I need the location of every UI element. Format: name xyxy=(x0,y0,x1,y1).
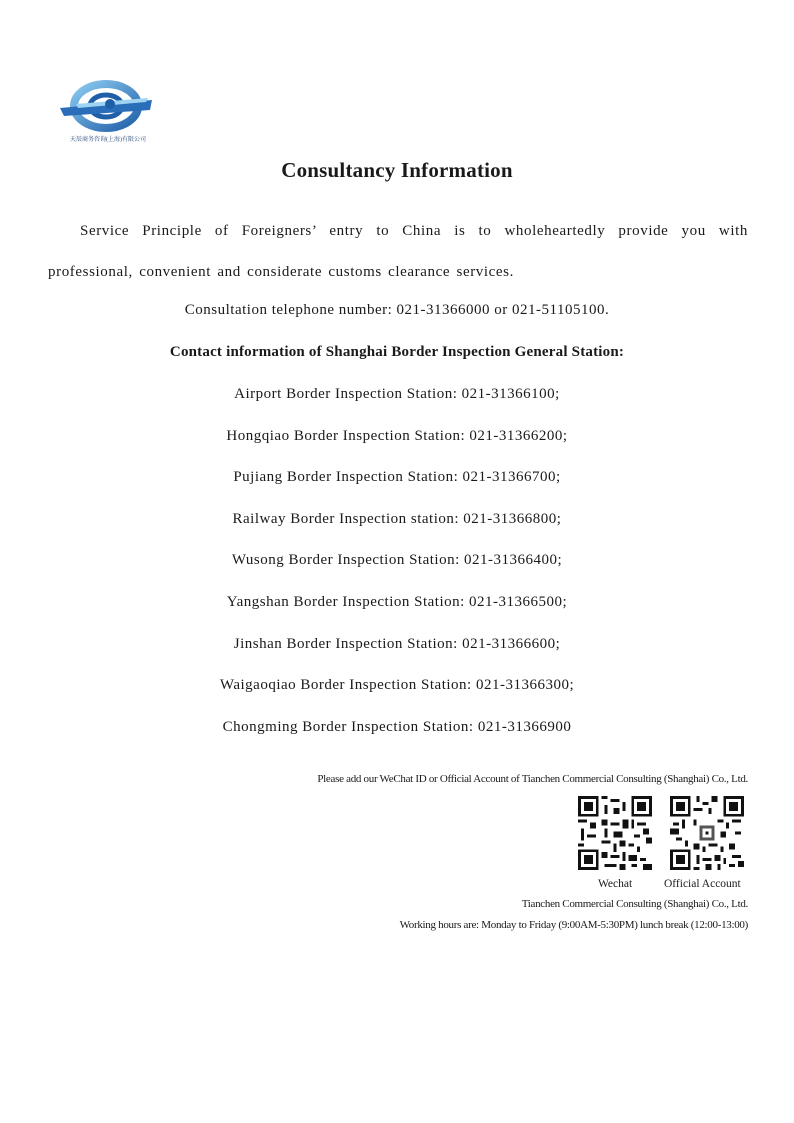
station-hongqiao: Hongqiao Border Inspection Station: 021-31366200; xyxy=(226,428,568,444)
official-account-qr-code-icon xyxy=(670,796,744,870)
qr-official-account-label: Official Account xyxy=(664,878,741,890)
logo-emblem-icon xyxy=(56,78,160,134)
page-title: Consultancy Information xyxy=(281,158,513,182)
company-name: Tianchen Commercial Consulting (Shanghai) Co., Ltd. xyxy=(521,898,748,910)
station-chongming: Chongming Border Inspection Station: 021-31366900 xyxy=(222,719,572,735)
working-hours: Working hours are: Monday to Friday (9:00AM-5:30PM) lunch break (12:00-13:00) xyxy=(399,919,748,931)
wechat-qr-code-icon xyxy=(578,796,652,870)
station-railway: Railway Border Inspection station: 021-31366800; xyxy=(232,511,562,527)
station-airport: Airport Border Inspection Station: 021-31366100; xyxy=(234,386,560,402)
station-waigaoqiao: Waigaoqiao Border Inspection Station: 021-31366300; xyxy=(219,677,575,693)
station-yangshan: Yangshan Border Inspection Station: 021-31366500; xyxy=(226,594,568,610)
contact-heading: Contact information of Shanghai Border Inspection General Station: xyxy=(169,344,625,360)
station-wusong: Wusong Border Inspection Station: 021-31366400; xyxy=(231,552,563,568)
wechat-note: Please add our WeChat ID or Official Account of Tianchen Commercial Consulting (Shanghai) Co., Ltd. xyxy=(317,773,748,785)
company-logo xyxy=(56,78,160,146)
station-jinshan: Jinshan Border Inspection Station: 021-31366600; xyxy=(233,636,561,652)
qr-wechat-label: Wechat xyxy=(598,878,633,890)
intro-paragraph: Service Principle of Foreigners’ entry to China is to wholeheartedly provide you with professional, convenient and considerate customs clearance services. xyxy=(48,223,748,280)
telephone-line: Consultation telephone number: 021-31366000 or 021-51105100. xyxy=(184,302,610,318)
station-pujiang: Pujiang Border Inspection Station: 021-31366700; xyxy=(233,469,561,485)
logo-caption: 天辰商务咨询(上海)有限公司 xyxy=(70,137,146,143)
